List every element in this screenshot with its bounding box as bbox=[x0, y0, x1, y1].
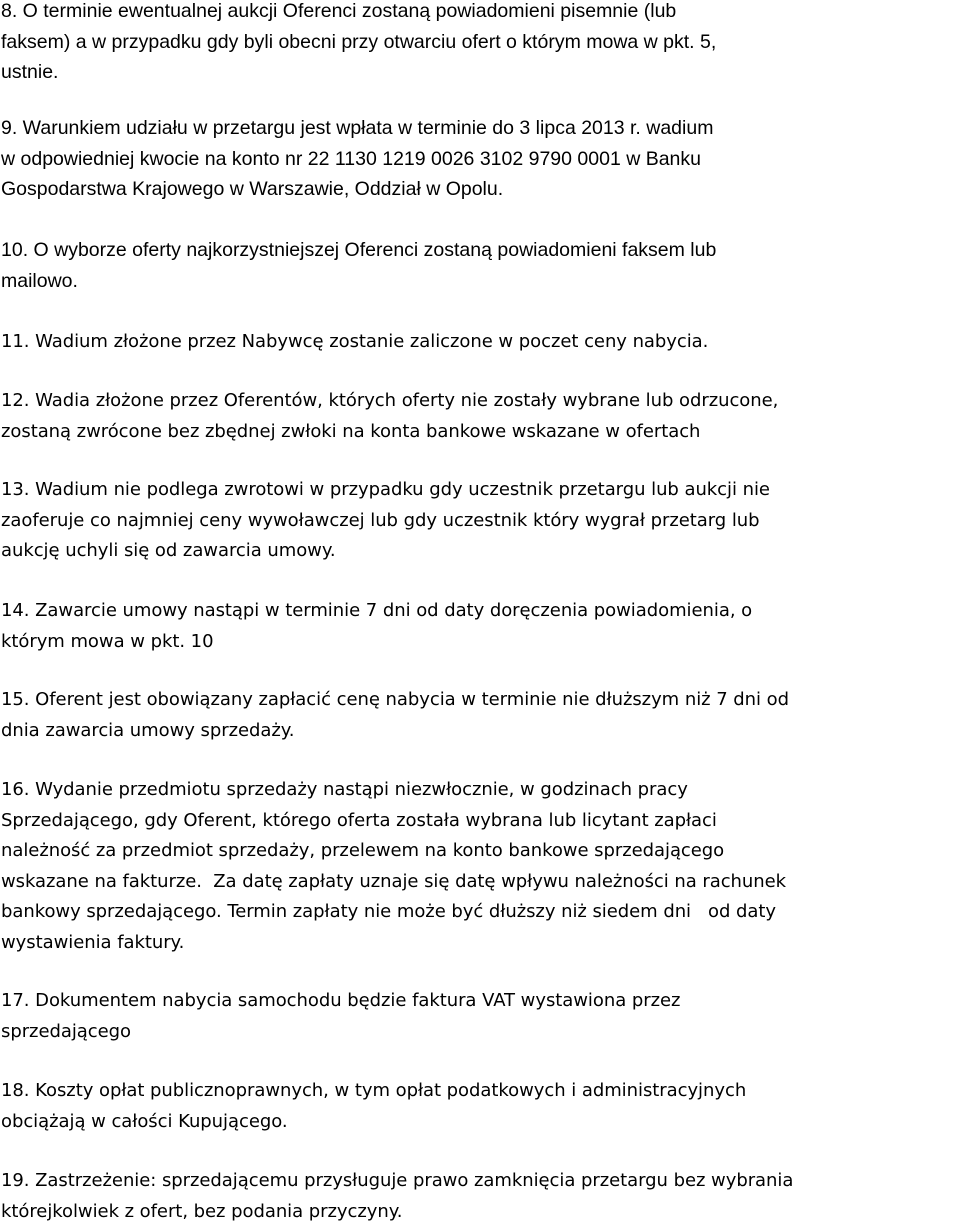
paragraph-line: 14. Zawarcie umowy nastąpi w terminie 7 dni od daty doręczenia powiadomienia, o bbox=[1, 600, 753, 621]
paragraph-line: 12. Wadia złożone przez Oferentów, których oferty nie zostały wybrane lub odrzucone, bbox=[1, 390, 779, 411]
paragraph-8 bbox=[1, 0, 959, 88]
paragraph-17 bbox=[1, 986, 959, 1047]
paragraph-line: którejkolwiek z ofert, bez podania przyczyny. bbox=[1, 1200, 403, 1222]
paragraph-18 bbox=[1, 1076, 959, 1137]
paragraph-line: 8. O terminie ewentualnej aukcji Oferenci zostaną powiadomieni pisemnie (lub bbox=[1, 0, 677, 22]
paragraph-13 bbox=[1, 475, 959, 567]
paragraph-line: 19. Zastrzeżenie: sprzedającemu przysługuje prawo zamknięcia przetargu bez wybrania bbox=[1, 1170, 794, 1191]
paragraph-line: 15. Oferent jest obowiązany zapłacić cenę nabycia w terminie nie dłuższym niż 7 dni od bbox=[1, 689, 789, 710]
paragraph-line: ustnie. bbox=[1, 61, 59, 83]
paragraph-line: zostaną zwrócone bez zbędnej zwłoki na konta bankowe wskazane w ofertach bbox=[1, 420, 701, 442]
paragraph-line: Gospodarstwa Krajowego w Warszawie, Oddział w Opolu. bbox=[1, 178, 504, 200]
paragraph-line: wystawienia faktury. bbox=[1, 931, 185, 953]
paragraph-12 bbox=[1, 386, 959, 447]
paragraph-line: aukcję uchyli się od zawarcia umowy. bbox=[1, 540, 336, 561]
paragraph-line: 10. O wyborze oferty najkorzystniejszej Oferenci zostaną powiadomieni faksem lub bbox=[1, 239, 717, 261]
paragraph-14 bbox=[1, 596, 959, 657]
paragraph-line: 11. Wadium złożone przez Nabywcę zostanie zaliczone w poczet ceny nabycia. bbox=[1, 331, 709, 352]
paragraph-9 bbox=[1, 113, 959, 205]
paragraph-line: 16. Wydanie przedmiotu sprzedaży nastąpi niezwłocznie, w godzinach pracy bbox=[1, 779, 688, 800]
paragraph-line: którym mowa w pkt. 10 bbox=[1, 630, 214, 652]
paragraph-line: sprzedającego bbox=[1, 1020, 131, 1042]
paragraph-line: zaoferuje co najmniej ceny wywoławczej lub gdy uczestnik który wygrał przetarg lub bbox=[1, 509, 760, 531]
paragraph-19 bbox=[1, 1166, 959, 1227]
paragraph-line: w odpowiedniej kwocie na konto nr 22 1130 1219 0026 3102 9790 0001 w Banku bbox=[1, 147, 702, 170]
paragraph-line: 13. Wadium nie podlega zwrotowi w przypadku gdy uczestnik przetargu lub aukcji nie bbox=[1, 479, 770, 500]
paragraph-line: 9. Warunkiem udziału w przetargu jest wpłata w terminie do 3 lipca 2013 r. wadium bbox=[1, 117, 714, 139]
paragraph-line: wskazane na fakturze. Za datę zapłaty uznaje się datę wpływu należności na rachunek bbox=[1, 870, 787, 892]
paragraph-line: dnia zawarcia umowy sprzedaży. bbox=[1, 719, 295, 741]
paragraph-10 bbox=[1, 235, 959, 296]
paragraph-line: obciążają w całości Kupującego. bbox=[1, 1110, 288, 1132]
paragraph-line: należność za przedmiot sprzedaży, przelewem na konto bankowe sprzedającego bbox=[1, 840, 725, 861]
paragraph-15 bbox=[1, 685, 959, 746]
paragraph-11 bbox=[1, 327, 959, 358]
paragraph-line: bankowy sprzedającego. Termin zapłaty nie może być dłuższy niż siedem dni od daty bbox=[1, 901, 777, 922]
paragraph-line: mailowo. bbox=[1, 269, 78, 292]
paragraph-line: Sprzedającego, gdy Oferent, którego oferta została wybrana lub licytant zapłaci bbox=[1, 809, 717, 831]
paragraph-line: faksem) a w przypadku gdy byli obecni przy otwarciu ofert o którym mowa w pkt. 5, bbox=[1, 30, 717, 53]
paragraph-16 bbox=[1, 775, 959, 958]
paragraph-line: 18. Koszty opłat publicznoprawnych, w tym opłat podatkowych i administracyjnych bbox=[1, 1080, 747, 1101]
paragraph-line: 17. Dokumentem nabycia samochodu będzie faktura VAT wystawiona przez bbox=[1, 990, 681, 1011]
